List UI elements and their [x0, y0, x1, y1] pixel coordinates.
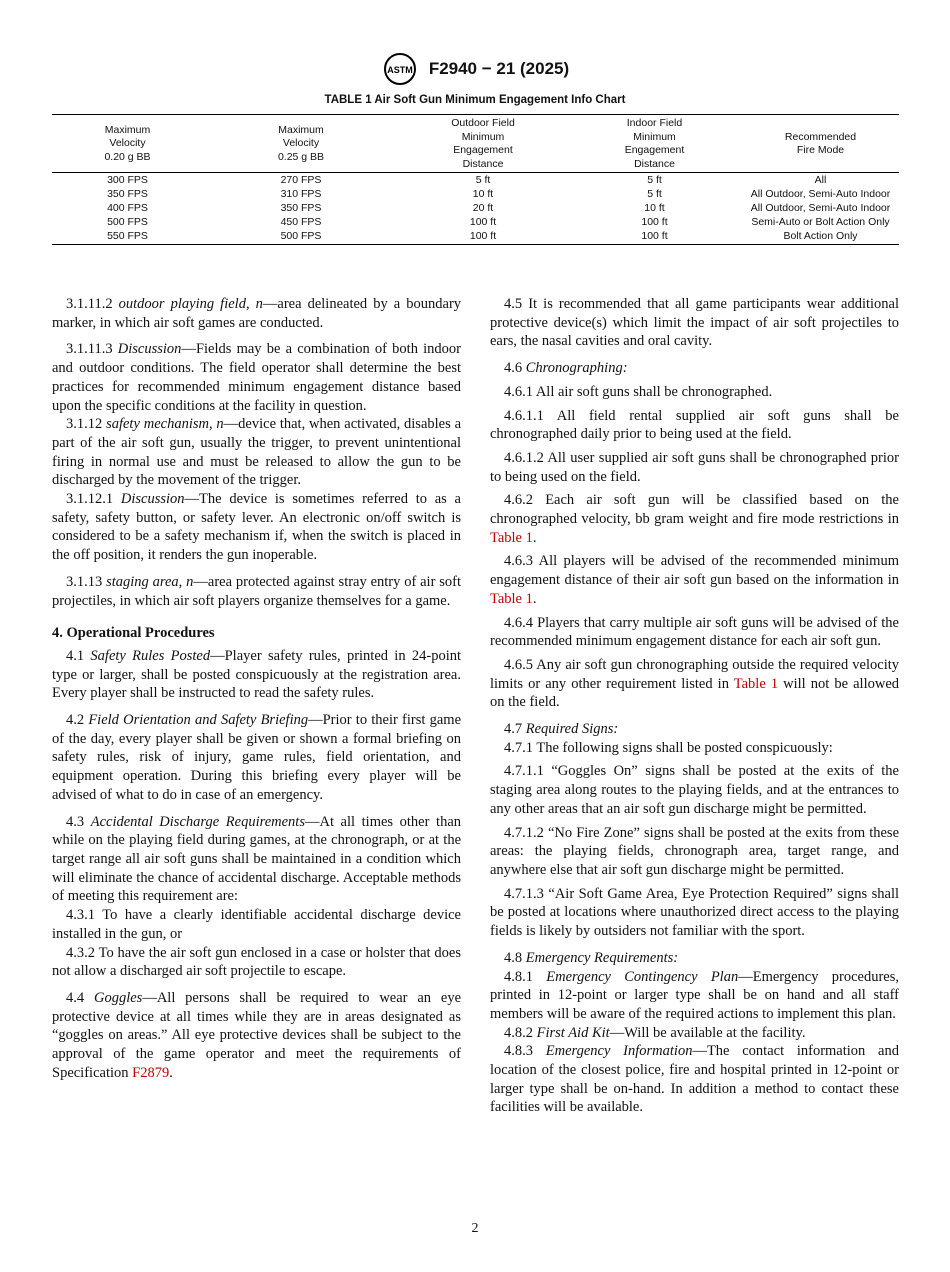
table-cell: 10 ft: [472, 188, 494, 200]
table-cell: All: [814, 174, 827, 186]
link-table-1[interactable]: Table 1: [490, 529, 533, 546]
clause-4-6: 4.6 Chronographing:: [504, 360, 628, 377]
clause-4-7-1-1: 4.7.1.1 “Goggles On” signs shall be posted at the exits of the staging area along routes to the playing fields, and at the entrances to any other areas that an air soft gun discharge might be permitted.: [490, 763, 899, 817]
table-cell: All Outdoor, Semi-Auto Indoor: [750, 188, 891, 200]
clause-4-6-1-2: 4.6.1.2 All user supplied air soft guns shall be chronographed prior to being used on the field.: [490, 449, 899, 485]
table-cell: Bolt Action Only: [742, 229, 899, 245]
table-cell: 100 ft: [567, 229, 742, 245]
astm-logo-icon: [381, 52, 419, 86]
table-row: [52, 229, 899, 245]
clause-4-7: 4.7 Required Signs:: [504, 721, 619, 738]
clause-3-1-12: 3.1.12 safety mechanism, n—device that, when activated, disables a part of the air soft gun, usually the trigger, to prevent unintentional firing in normal use and must be released to allow the gun to be discharged by the movement of the trigger.: [52, 416, 462, 489]
table-row: [52, 215, 899, 229]
clause-4-6-1: 4.6.1 All air soft guns shall be chronographed.: [504, 383, 773, 400]
clause-4-8-3: 4.8.3 Emergency Information—The contact information and location of the closest police, fire and hospital printed in 12-point or larger type shall be on-hand. In addition a method to contact these facilities will be available.: [490, 1043, 899, 1116]
clause-3-1-11-3: 3.1.11.3 Discussion—Fields may be a combination of both indoor and outdoor conditions. The field operator shall determine the best practices for recommended minimum engagement distance based upon the specific conditions at the facility in question.: [52, 341, 461, 414]
table-cell: 100 ft: [399, 229, 567, 245]
clause-4-6-3: 4.6.3 All players will be advised of the recommended minimum engagement distance of their air soft gun based on the information in Table 1.: [490, 553, 899, 607]
table-row: [52, 173, 899, 188]
header-max-velocity-025: Maximum Velocity 0.25 g BB: [203, 115, 399, 173]
engagement-info-table: [52, 114, 899, 245]
left-column: [52, 295, 461, 1082]
table-cell: 5 ft: [647, 188, 662, 200]
clause-4-1: 4.1 Safety Rules Posted—Player safety rules, printed in 24-point type or larger, shall be posted conspicuously at the registration area. Every player shall be instructed to read the safety rules.: [52, 647, 462, 702]
clause-4-6-1-1: 4.6.1.1 All field rental supplied air soft guns shall be chronographed daily prior to being used at the field.: [490, 407, 899, 443]
clause-4-6-2: 4.6.2 Each air soft gun will be classified based on the chronographed velocity, bb gram weight and fire mode restrictions in Table 1.: [490, 492, 899, 546]
table-cell: 500 FPS: [203, 229, 399, 245]
clause-4-3-2: 4.3.2 To have the air soft gun enclosed in a case or holster that does not allow a discharged air soft projectile to escape.: [52, 944, 461, 980]
table-cell: 270 FPS: [280, 174, 322, 186]
header-indoor-distance: Indoor Field Minimum Engagement Distance: [567, 115, 742, 173]
right-column: [490, 295, 899, 1117]
table-cell: 100 ft: [469, 216, 497, 228]
page-number: 2: [471, 1221, 479, 1236]
table-cell: 10 ft: [644, 202, 665, 214]
page-header: [0, 52, 950, 86]
table-cell: 20 ft: [472, 202, 494, 214]
clause-4-7-1-2: 4.7.1.2 “No Fire Zone” signs shall be posted at the exits from these areas: the playing fields, chronograph area, target range, and anywhere else that air soft gun discharge might be permitted.: [490, 824, 900, 878]
table-cell: 400 FPS: [107, 202, 148, 214]
table-cell: 310 FPS: [280, 188, 322, 200]
clause-4-6-4: 4.6.4 Players that carry multiple air soft guns will be advised of the recommended minimum engagement distance for each air soft gun.: [490, 614, 899, 650]
table-cell: 300 FPS: [107, 174, 148, 186]
table-cell: 5 ft: [647, 174, 662, 186]
table-header-row: [52, 115, 899, 173]
clause-4-2: 4.2 Field Orientation and Safety Briefing—Prior to their first game of the day, every player shall be given or shown a formal briefing on safety rules, risk of injury, game rules, field orientation, and equipment operation. During this briefing every player will be advised of what to do in case of an emergency.: [52, 712, 461, 803]
table-cell: 350 FPS: [107, 188, 148, 200]
clause-4-8-1: 4.8.1 Emergency Contingency Plan—Emergency procedures, printed in 12-point or larger type shall be on hand and all staff members will be aware of the required actions to implement this plan.: [490, 968, 899, 1022]
clause-4-7-1: 4.7.1 The following signs shall be posted conspicuously:: [504, 739, 833, 756]
clause-3-1-11-2: 3.1.11.2 outdoor playing field, n—area delineated by a boundary marker, in which air soft games are conducted.: [52, 296, 462, 331]
table-cell: Semi-Auto or Bolt Action Only: [751, 216, 890, 228]
header-outdoor-distance: Outdoor Field Minimum Engagement Distance: [399, 115, 567, 173]
clause-4-4: 4.4 Goggles—All persons shall be required to wear an eye protective device at all times while they are in areas designated as “goggles on areas.” All eye protective devices shall be subject to the approval of the game operator and meet the requirements of Specification F2879.: [52, 989, 461, 1081]
table-cell: 350 FPS: [280, 202, 322, 214]
clause-3-1-13: 3.1.13 staging area, n—area protected against stray entry of air soft projectiles, in which air soft players organize themselves for a game.: [52, 573, 461, 609]
section-heading-4: 4. Operational Procedures: [52, 625, 215, 642]
document-designation: F2940 − 21 (2025): [428, 59, 570, 78]
clause-4-5: 4.5 It is recommended that all game participants wear additional protective device(s) which limit the impact of air soft projectiles to ears, the nasal cavities and oral cavity.: [490, 296, 899, 350]
logo-text: ASTM: [387, 65, 413, 75]
link-table-1[interactable]: Table 1: [490, 590, 533, 607]
clause-3-1-12-1: 3.1.12.1 Discussion—The device is sometimes referred to as a safety, safety button, or safety lever. An electronic on/off switch is considered to be a safety mechanism if, when the switch is placed in the off position, it renders the gun inoperable.: [52, 491, 461, 564]
table-cell: 100 ft: [641, 216, 668, 228]
link-f2879[interactable]: F2879: [132, 1064, 170, 1081]
table-cell: All Outdoor, Semi-Auto Indoor: [750, 202, 891, 214]
clause-4-3: 4.3 Accidental Discharge Requirements—At all times other than while on the playing field during games, at the chronograph, or at the target range all air soft guns shall be maintained in a condition which will eliminate the chance of accidental discharge. Acceptable methods of meeting this requirement are:: [52, 813, 461, 905]
table-cell: 5 ft: [475, 174, 491, 186]
table-row: [52, 201, 899, 215]
header-fire-mode: Recommended Fire Mode: [742, 115, 899, 173]
link-table-1[interactable]: Table 1: [733, 675, 779, 692]
table-cell: 550 FPS: [52, 229, 203, 245]
clause-4-3-1: 4.3.1 To have a clearly identifiable accidental discharge device installed in the gun, or: [52, 907, 461, 942]
table-cell: 500 FPS: [107, 216, 148, 228]
clause-4-8: 4.8 Emergency Requirements:: [504, 949, 679, 966]
header-max-velocity-020: Maximum Velocity 0.20 g BB: [52, 115, 203, 173]
clause-4-7-1-3: 4.7.1.3 “Air Soft Game Area, Eye Protection Required” signs shall be posted at locations where unauthorized direct access to the playing fields is likely by outsiders not familiar with the sport.: [490, 885, 899, 940]
table-caption: TABLE 1 Air Soft Gun Minimum Engagement Info Chart: [324, 94, 626, 106]
table-cell: 450 FPS: [280, 216, 322, 228]
clause-4-6-5: 4.6.5 Any air soft gun chronographing outside the required velocity limits or any other requirement listed in Table 1 will not be allowed on the field.: [490, 656, 900, 711]
clause-4-8-2: 4.8.2 First Aid Kit—Will be available at the facility.: [504, 1024, 806, 1041]
table-row: [52, 187, 899, 201]
